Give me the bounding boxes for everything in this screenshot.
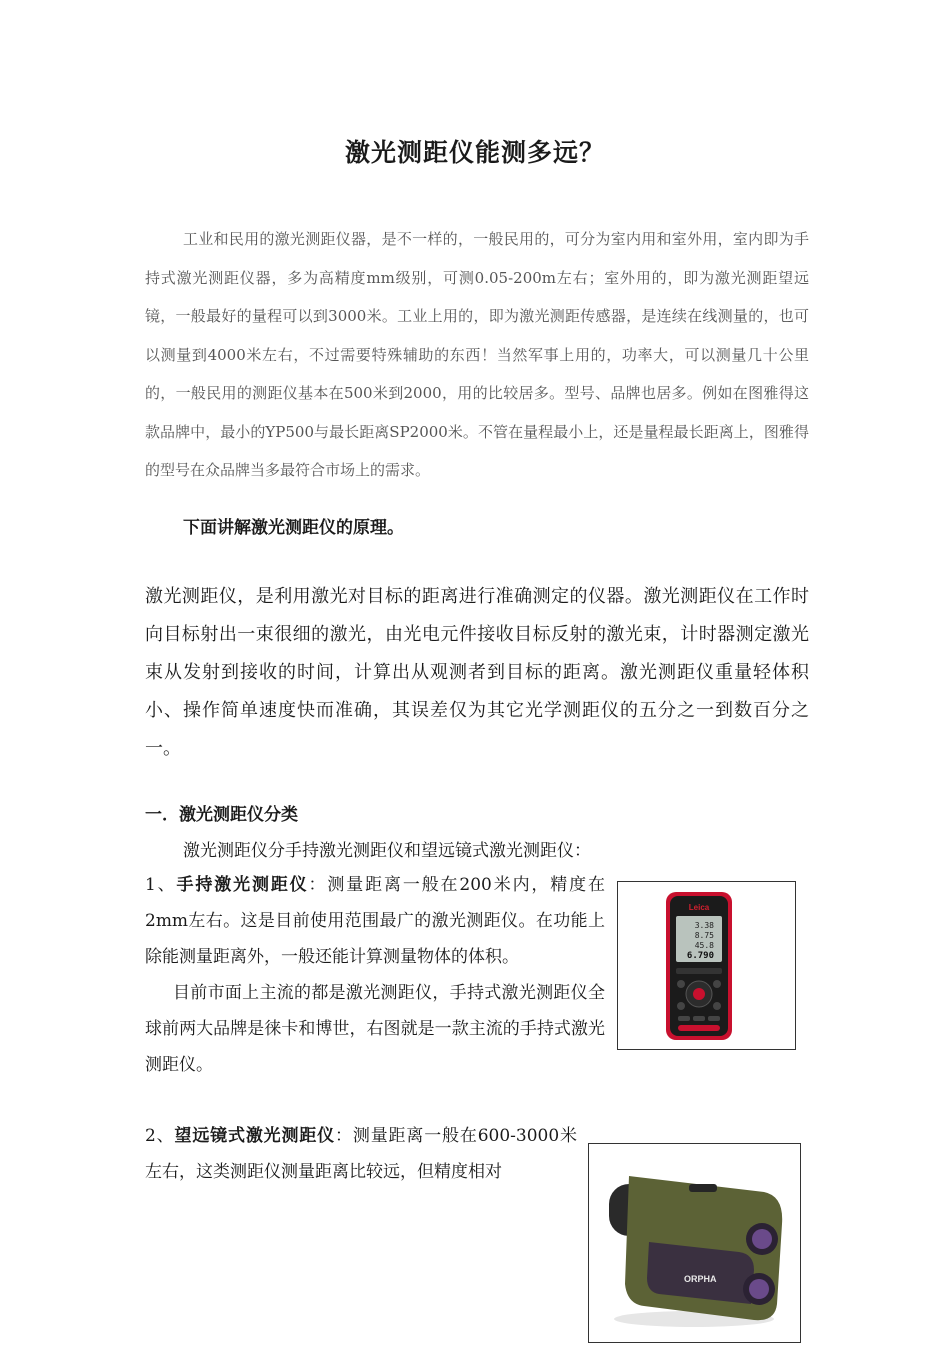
handheld-brands-paragraph: 目前市面上主流的都是激光测距仪，手持式激光测距仪全球前两大品牌是徕卡和博世，右图就是一款主流的手持式激光测距仪。 [145,983,605,1075]
intro-paragraph [145,220,809,490]
display-line-4: 6.790 [686,951,714,961]
intro-text: 工业和民用的激光测距仪器，是不一样的，一般民用的，可分为室内用和室外用，室内即为手持式激光测距仪器，多为高精度mm级别，可测0.05-200m左右；室外用的，即为激光测距望远镜，一般最好的量程可以到3000米。工业上用的，即为激光测距传感器，是连续在线测量的，也可以测量到4000米左右，不过需要特殊辅助的东西！当然军事上用的，功率大，可以测量几十公里的，一般民用的测距仪基本在500米到2000，用的比较居多。型号、品牌也居多。例如在图雅得这款品牌中，最小的YP500与最长距离SP2000米。不管在量程最小上，还是量程最长距离上，图雅得的型号在众品牌当多最符合市场上的需求。 [145,230,809,479]
principle-heading: 下面讲解激光测距仪的原理。 [183,518,404,538]
handheld-item [145,867,605,975]
telescope-item [145,1118,577,1190]
telescope-item-number: 2、 [145,1126,175,1146]
display-line-3: 45.8 [694,941,714,950]
device-logo: Leica [688,903,710,912]
device-brand-mark: ORPHA [684,1274,717,1284]
telescope-item-text: ：测量距离一般在600-3000米左右，这类测距仪测量距离比较远，但精度相对 [145,1126,578,1182]
section-heading-classification: 一．激光测距仪分类 [145,805,298,825]
handheld-item-label: 手持激光测距仪 [176,875,309,895]
classification-intro: 激光测距仪分手持激光测距仪和望远镜式激光测距仪： [183,841,591,861]
handheld-rangefinder-figure [617,881,796,1050]
telescope-rangefinder-figure [588,1143,801,1343]
display-line-1: 3.38 [694,921,714,930]
handheld-item-number: 1、 [145,875,177,895]
page-title: 激光测距仪能测多远？ [344,138,605,167]
principle-paragraph: 激光测距仪，是利用激光对目标的距离进行准确测定的仪器。激光测距仪在工作时向目标射出一束很细的激光，由光电元件接收目标反射的激光束，计时器测定激光束从发射到接收的时间，计算出从观测者到目标的距离。激光测距仪重量轻体积小、操作简单速度快而准确，其误差仅为其它光学测距仪的五分之一到数百分之一。 [145,586,809,759]
telescope-rangefinder-image [589,1144,800,1342]
handheld-item-text: ：测量距离一般在200米内，精度在2mm左右。这是目前使用范围最广的激光测距仪。在功能上除能测量距离外，一般还能计算测量物体的体积。 [145,875,605,967]
handheld-rangefinder-image [618,882,795,1049]
telescope-item-label: 望远镜式激光测距仪 [174,1126,336,1146]
display-line-2: 8.75 [694,931,714,940]
